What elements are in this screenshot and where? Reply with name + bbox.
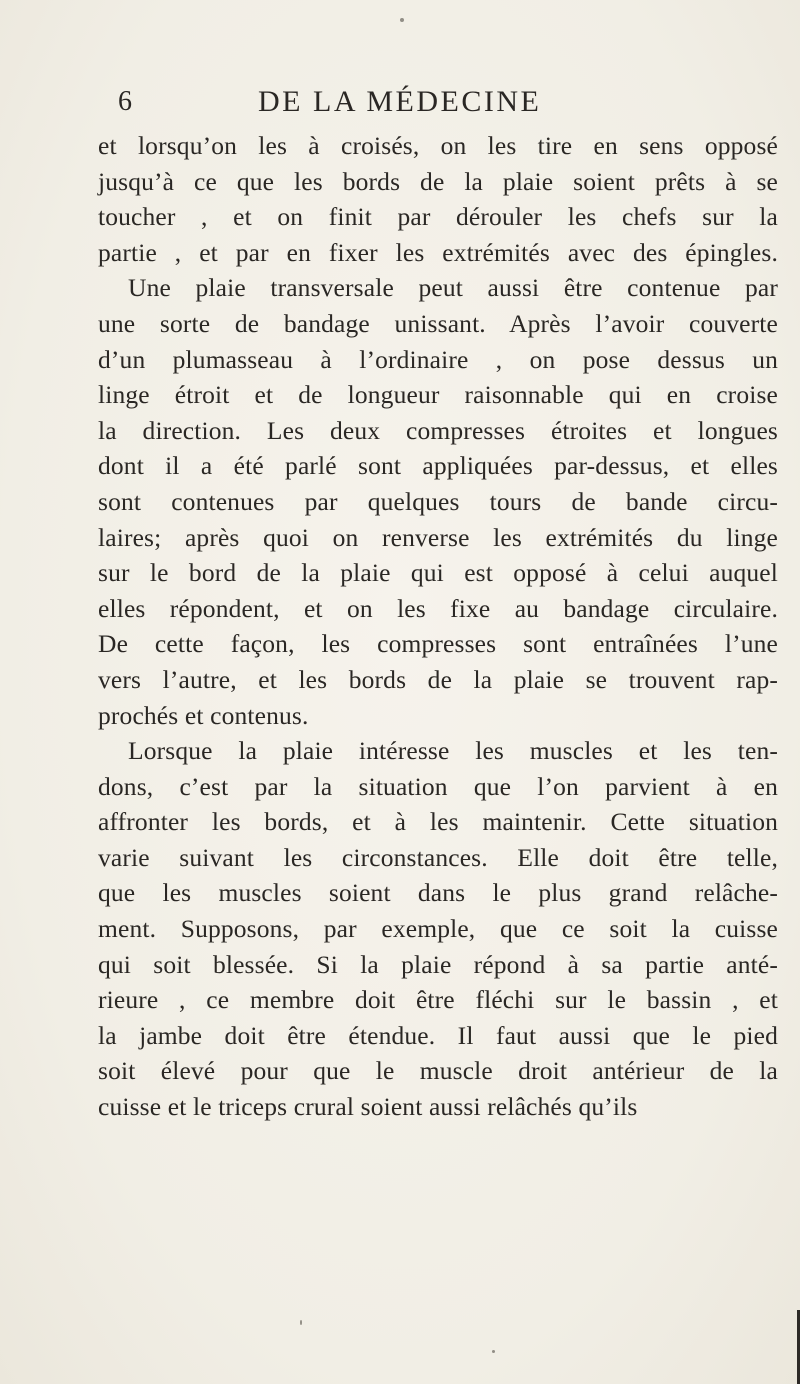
text-line: ment. Supposons, par exemple, que ce soit la cuisse (98, 914, 778, 944)
text-line: la direction. Les deux compresses étroites et longues (98, 415, 778, 445)
paper-speck (400, 18, 404, 22)
body-text (98, 128, 778, 1125)
text-line: et lorsqu’on les à croisés, on les tire en sens opposé (98, 131, 778, 160)
paper-speck (492, 1350, 495, 1353)
text-line: De cette façon, les compresses sont entraînées l’une (98, 629, 778, 659)
text-line: d’un plumasseau à l’ordinaire , on pose dessus un (98, 344, 778, 374)
text-line: linge étroit et de longueur raisonnable qui en croise (98, 380, 778, 410)
text-line: elles répondent, et on les fixe au bandage circulaire. (98, 593, 778, 623)
text-line: jusqu’à ce que les bords de la plaie soient prêts à se (98, 166, 778, 196)
text-line: toucher , et on finit par dérouler les chefs sur la (98, 202, 778, 232)
text-line: soit élevé pour que le muscle droit antérieur de la (98, 1056, 778, 1086)
running-head: DE LA MÉDECINE (258, 85, 542, 118)
text-line: la jambe doit être étendue. Il faut aussi que le pied (98, 1020, 778, 1050)
text-line: sur le bord de la plaie qui est opposé à celui auquel (98, 558, 778, 588)
text-line: qui soit blessée. Si la plaie répond à sa partie anté- (98, 949, 778, 979)
text-line: Une plaie transversale peut aussi être contenue par (128, 273, 778, 303)
page-header (118, 82, 678, 122)
text-line: dont il a été parlé sont appliquées par-dessus, et elles (98, 451, 778, 481)
page-number: 6 (118, 86, 133, 117)
text-line: que les muscles soient dans le plus grand relâche- (98, 878, 778, 908)
text-line: une sorte de bandage unissant. Après l’avoir couverte (98, 308, 778, 338)
text-line: Lorsque la plaie intéresse les muscles et les ten- (128, 736, 778, 766)
text-line: vers l’autre, et les bords de la plaie se trouvent rap- (98, 664, 778, 694)
paper-speck (300, 1320, 302, 1325)
text-line: prochés et contenus. (98, 700, 309, 730)
text-line: dons, c’est par la situation que l’on parvient à en (98, 771, 778, 801)
text-line: varie suivant les circonstances. Elle doit être telle, (98, 842, 778, 872)
text-line: cuisse et le triceps crural soient aussi relâchés qu’ils (98, 1092, 638, 1122)
text-line: laires; après quoi on renverse les extrémités du linge (98, 522, 778, 552)
text-line: affronter les bords, et à les maintenir. Cette situation (98, 807, 778, 837)
text-line: rieure , ce membre doit être fléchi sur le bassin , et (98, 985, 778, 1015)
text-line: partie , et par en fixer les extrémités avec des épingles. (98, 237, 778, 267)
text-line: sont contenues par quelques tours de bande circu- (98, 486, 778, 516)
